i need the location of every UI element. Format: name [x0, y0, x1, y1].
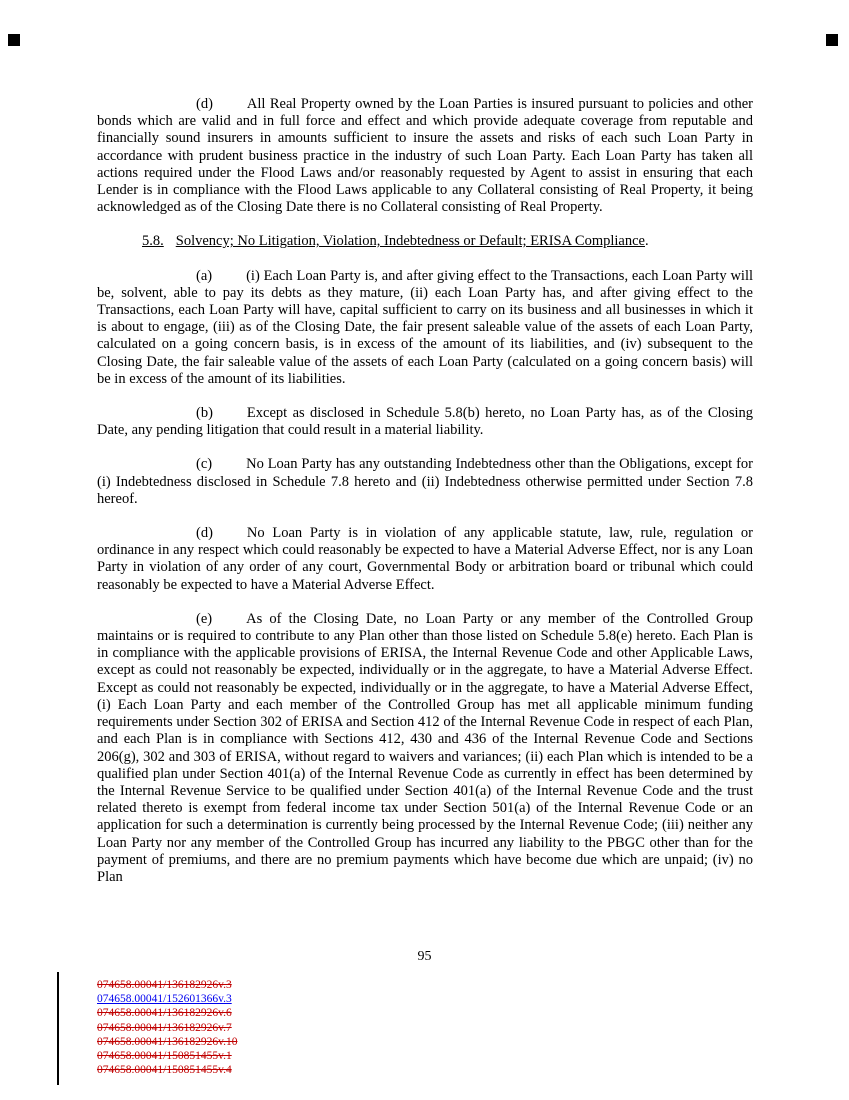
doc-id-strikethrough: 074658.00041/136182926v.3 — [97, 979, 232, 991]
paragraph-label: (a) — [196, 267, 213, 284]
doc-id-link[interactable]: 074658.00041/152601366v.3 — [97, 993, 232, 1006]
doc-id-strikethrough: 074658.00041/136182926v.10 — [97, 1035, 238, 1048]
document-id-block — [97, 978, 237, 1077]
doc-id-strikethrough: 074658.00041/150851455v.1 — [97, 1050, 232, 1063]
section-heading — [142, 233, 753, 250]
corner-mark-right-icon — [826, 34, 838, 46]
page-content — [97, 96, 753, 903]
paragraph-a-solvency — [97, 268, 753, 388]
paragraph-label: (c) — [196, 456, 213, 473]
paragraph-e-erisa — [97, 611, 753, 886]
paragraph-text: No Loan Party is in violation of any applicable statute, law, rule, regulation or ordinance in any respect which could reasonably be expected to have a Material Adverse Effect, nor is any Loan Party in violation of any order of any court, Governmental Body or arbitration board or tribunal which could reasonably be expected to have a Material Adverse Effect. — [97, 525, 753, 593]
paragraph-text: No Loan Party has any outstanding Indebtedness other than the Obligations, except for (i) Indebtedness disclosed in Schedule 7.8 hereto and (ii) Indebtedness otherwise permitted under Section 7.8 hereof. — [97, 456, 753, 507]
paragraph-b-litigation — [97, 405, 753, 439]
paragraph-text: All Real Property owned by the Loan Parties is insured pursuant to policies and other bonds which are valid and in full force and effect and which provide adequate coverage from reputable and financially sound insurers in amounts sufficient to insure the assets and risks of each such Loan Party in accordance with prudent business practice in the industry of such Loan Party. Each Loan Party has taken all actions required under the Flood Laws and/or reasonably requested by Agent to assist in ensuring that each Lender is in compliance with the Flood Laws applicable to any Collateral consisting of Real Property, it being acknowledged as of the Closing Date there is no Collateral consisting of Real Property. — [97, 96, 753, 216]
section-heading-period: . — [644, 233, 649, 250]
paragraph-text: (i) Each Loan Party is, and after giving effect to the Transactions, each Loan Party will be, solvent, able to pay its debts as they mature, (ii) each Loan Party has, and after giving effect to the Transactions, each Loan Party will have, capital sufficient to carry on its business and all businesses in which it is about to engage, (iii) as of the Closing Date, the fair present saleable value of the assets of each Loan Party, calculated on a going concern basis, is in excess of the amount of its liabilities, and (iv) subsequent to the Closing Date, the fair saleable value of the assets of each Loan Party (calculated on a going concern basis) will be in excess of the amount of its liabilities. — [97, 267, 753, 387]
change-bar — [57, 972, 59, 1085]
doc-id-strikethrough: 074658.00041/136182926v.7 — [97, 1021, 232, 1034]
paragraph-label: (b) — [196, 405, 213, 422]
paragraph-text: Except as disclosed in Schedule 5.8(b) hereto, no Loan Party has, as of the Closing Date, any pending litigation that could result in a material liability. — [97, 405, 753, 439]
section-title: Solvency; No Litigation, Violation, Indebtedness or Default; ERISA Compliance — [175, 233, 645, 250]
paragraph-d-insurance — [97, 96, 753, 216]
paragraph-c-indebtedness — [97, 456, 753, 508]
section-number: 5.8. — [142, 233, 164, 250]
paragraph-d-violation — [97, 525, 753, 594]
paragraph-label: (d) — [196, 96, 213, 112]
page-number: 95 — [417, 949, 432, 964]
doc-id-strikethrough: 074658.00041/136182926v.6 — [97, 1007, 232, 1020]
paragraph-label: (e) — [196, 610, 213, 627]
paragraph-label: (d) — [196, 525, 213, 542]
corner-mark-left-icon — [8, 34, 20, 46]
paragraph-text: As of the Closing Date, no Loan Party or any member of the Controlled Group maintains or is required to contribute to any Plan other than those listed on Schedule 5.8(e) hereto. Each Plan is in compliance with the applicable provisions of ERISA, the Internal Revenue Code and other Applicable Laws, except as could not reasonably be expected, individually or in the aggregate, to have a Material Adverse Effect. Except as could not reasonably be expected, individually or in the aggregate, to have a Material Adverse Effect, (i) Each Loan Party and each member of the Controlled Group has met all applicable minimum funding requirements under Section 302 of ERISA and Section 412 of the Internal Revenue Code in respect of each Plan, and each Plan is in compliance with Sections 412, 430 and 436 of the Internal Revenue Code and Sections 206(g), 302 and 303 of ERISA, without regard to waivers and variances; (ii) each Plan which is intended to be a qualified plan under Section 401(a) of the Internal Revenue Code as currently in effect has been determined by the Internal Revenue Service to be qualified under Section 401(a) of the Internal Revenue Code and the trust related thereto is exempt from federal income tax under Section 501(a) of the Internal Revenue Code or an application for such a determination is currently being processed by the Internal Revenue Code; (iii) neither any Loan Party nor any member of the Controlled Group has incurred any liability to the PBGC other than for the payment of premiums, and there are no premium payments which have become due which are unpaid; (iv) no Plan — [97, 610, 753, 885]
doc-id-strikethrough: 074658.00041/150851455v.4 — [97, 1064, 232, 1077]
